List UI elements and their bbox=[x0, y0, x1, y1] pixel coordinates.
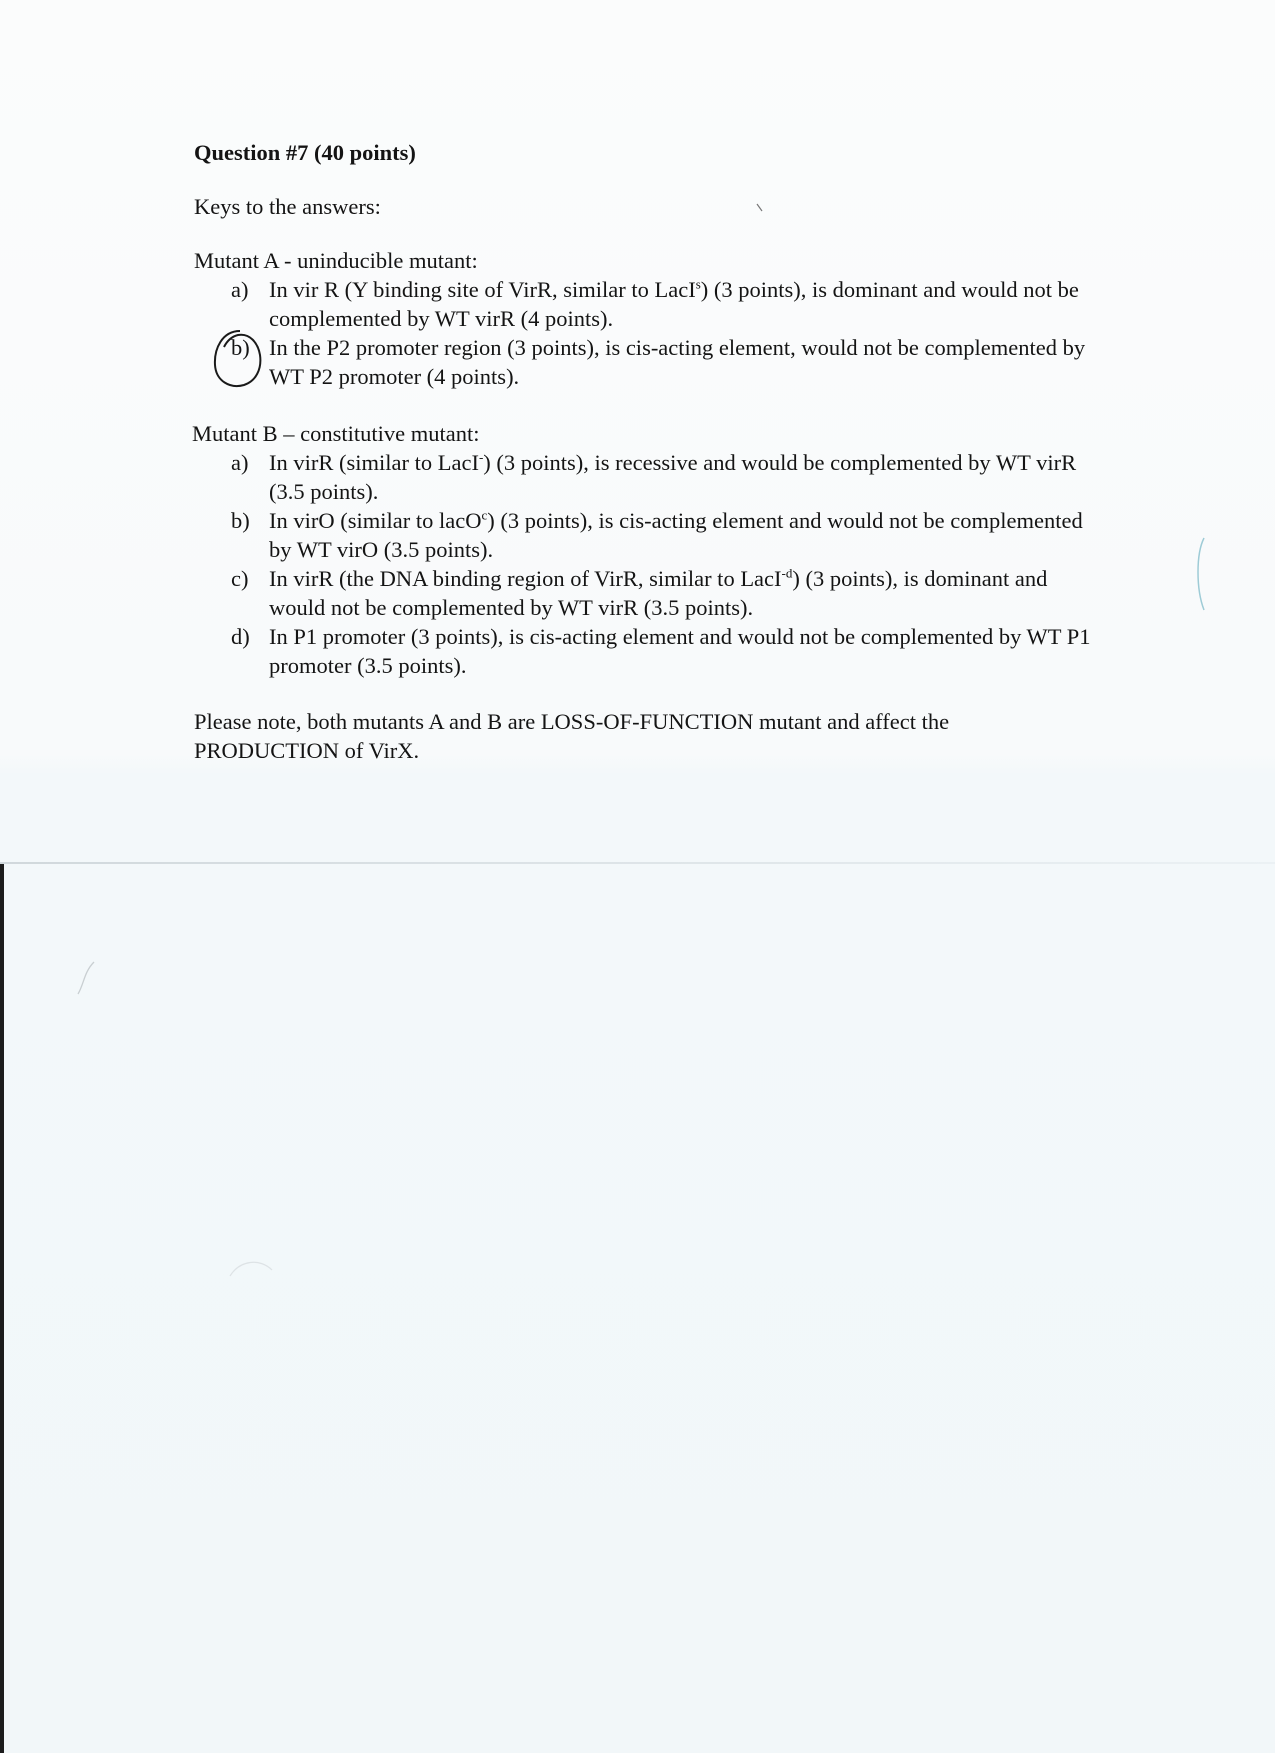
pen-stroke bbox=[70, 958, 100, 998]
item-marker: a) bbox=[231, 277, 249, 302]
item-text-end: ) (3 points), is dominant and would not be complemented by WT virR (4 points). bbox=[269, 277, 1079, 331]
item-text-end: ) (3 points), is cis-acting element and would not be complemented by WT virO (3.5 points). bbox=[269, 508, 1083, 562]
mutant-a-item-b bbox=[231, 333, 1094, 391]
item-text: In virR (similar to LacI bbox=[269, 450, 479, 475]
item-marker: c) bbox=[231, 566, 249, 591]
item-text-end: ) (3 points), is recessive and would be complemented by WT virR (3.5 points). bbox=[269, 450, 1077, 504]
mutant-b-item-a bbox=[231, 448, 1094, 506]
document-body bbox=[194, 138, 1094, 765]
mutant-b-item-b bbox=[231, 506, 1094, 564]
faint-arc bbox=[226, 1256, 276, 1280]
superscript: -d bbox=[781, 565, 793, 581]
item-text: In P1 promoter (3 points), is cis-acting element and would not be complemented by WT P1 promoter (3.5 points). bbox=[269, 624, 1091, 678]
item-text: In the P2 promoter region (3 points), is cis-acting element, would not be complemented by WT P2 promoter (4 points). bbox=[269, 335, 1086, 389]
note-text: Please note, both mutants A and B are LOSS-OF-FUNCTION mutant and affect the PRODUCTION of VirX. bbox=[194, 709, 950, 763]
item-text-end: ) (3 points), is dominant and would not be complemented by WT virR (3.5 points). bbox=[269, 566, 1048, 620]
item-text: In virO (similar to lacO bbox=[269, 508, 482, 533]
item-text: In vir R (Y binding site of VirR, similar to LacI bbox=[269, 277, 696, 302]
mutant-b-list bbox=[194, 448, 1094, 680]
mutant-b-item-c bbox=[231, 564, 1094, 622]
superscript: s bbox=[695, 276, 701, 292]
scan-edge bbox=[0, 864, 4, 1753]
item-text: In virR (the DNA binding region of VirR, similar to LacI bbox=[269, 566, 782, 591]
mutant-a-heading: Mutant A - uninducible mutant: bbox=[194, 248, 478, 273]
item-marker: a) bbox=[231, 450, 249, 475]
item-marker: b) bbox=[231, 335, 250, 360]
keys-heading: Keys to the answers: bbox=[194, 194, 381, 219]
item-marker: b) bbox=[231, 508, 250, 533]
superscript: - bbox=[478, 449, 484, 465]
mutant-a-item-a bbox=[231, 275, 1094, 333]
item-marker: d) bbox=[231, 624, 250, 649]
superscript: c bbox=[481, 507, 488, 523]
mutant-b-heading: Mutant B – constitutive mutant: bbox=[192, 421, 480, 446]
mutant-a-list bbox=[194, 275, 1094, 391]
question-title: Question #7 (40 points) bbox=[194, 140, 416, 165]
fold-line bbox=[0, 862, 1275, 864]
edge-mark bbox=[1192, 534, 1208, 614]
mutant-b-item-d bbox=[231, 622, 1094, 680]
